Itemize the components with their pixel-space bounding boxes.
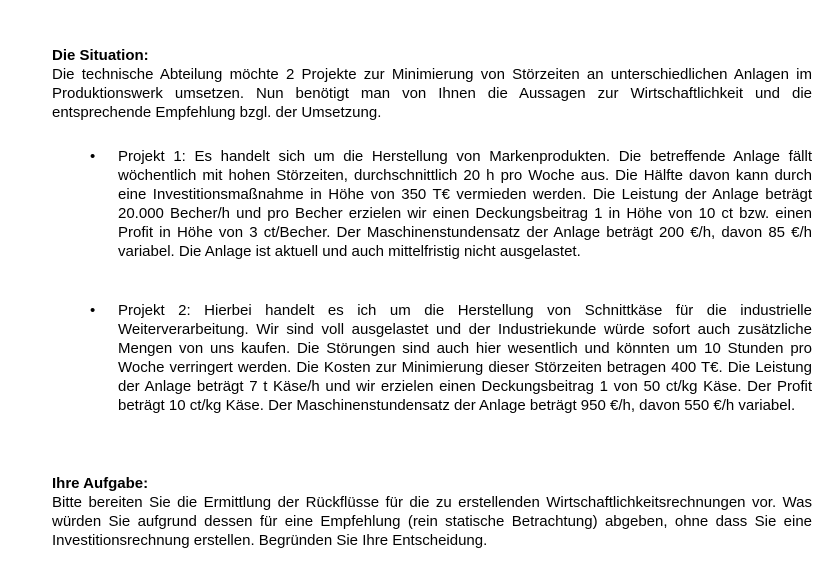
- situation-section: [52, 46, 812, 122]
- project-1-text: Projekt 1: Es handelt sich um die Herstellung von Markenprodukten. Die betreffende Anlage fällt wöchentlich mit hohen Störzeiten, durchschnittlich 20 h pro Woche aus. Die Hälfte davon kann durch eine Investitionsmaßnahme in Höhe von 350 T€ vermieden werden. Die Leistung der Anlage beträgt 20.000 Becher/h und pro Becher erzielen wir einen Deckungsbeitrag 1 in Höhe von 10 ct bzw. einen Profit in Höhe von 3 ct/Becher. Der Maschinenstundensatz der Anlage beträgt 200 €/h, davon 85 €/h variabel. Die Anlage ist aktuell und auch mittelfristig nicht ausgelastet.: [118, 148, 812, 260]
- bullet-icon: •: [90, 148, 96, 165]
- task-heading: Ihre Aufgabe:: [52, 475, 149, 492]
- bullet-icon: •: [90, 302, 96, 319]
- project-2-text: Projekt 2: Hierbei handelt es ich um die Herstellung von Schnittkäse für die industrielle Weiterverarbeitung. Wir sind voll ausgelastet und der Industriekunde würde sofort auch zusätzliche Mengen von uns kaufen. Die Störungen sind auch hier wesentlich und könnten um 10 Stunden pro Woche verringert werden. Die Kosten zur Minimierung dieser Störzeiten betragen 400 T€. Die Leistung der Anlage beträgt 7 t Käse/h und wir erzielen einen Deckungsbeitrag 1 von 50 ct/kg Käse. Der Profit beträgt 10 ct/kg Käse. Der Maschinenstundensatz der Anlage beträgt 950 €/h, davon 550 €/h variabel.: [118, 302, 812, 414]
- project-2-item: [90, 301, 812, 415]
- situation-heading: Die Situation:: [52, 47, 149, 64]
- project-list-2: [90, 301, 812, 415]
- task-text: Bitte bereiten Sie die Ermittlung der Rückflüsse für die zu erstellenden Wirtschaftlichkeitsrechnungen vor. Was würden Sie aufgrund dessen für eine Empfehlung (rein statische Betrachtung) abgeben, ohne dass Sie eine Investitionsrechnung erstellen. Begründen Sie Ihre Entscheidung.: [52, 494, 812, 549]
- situation-text: Die technische Abteilung möchte 2 Projekte zur Minimierung von Störzeiten an unterschiedlichen Anlagen im Produktionswerk umsetzen. Nun benötigt man von Ihnen die Aussagen zur Wirtschaftlichkeit und die entsprechende Empfehlung bzgl. der Umsetzung.: [52, 66, 812, 121]
- task-section: [52, 474, 812, 550]
- project-list-1: [90, 147, 812, 261]
- project-1-item: [90, 147, 812, 261]
